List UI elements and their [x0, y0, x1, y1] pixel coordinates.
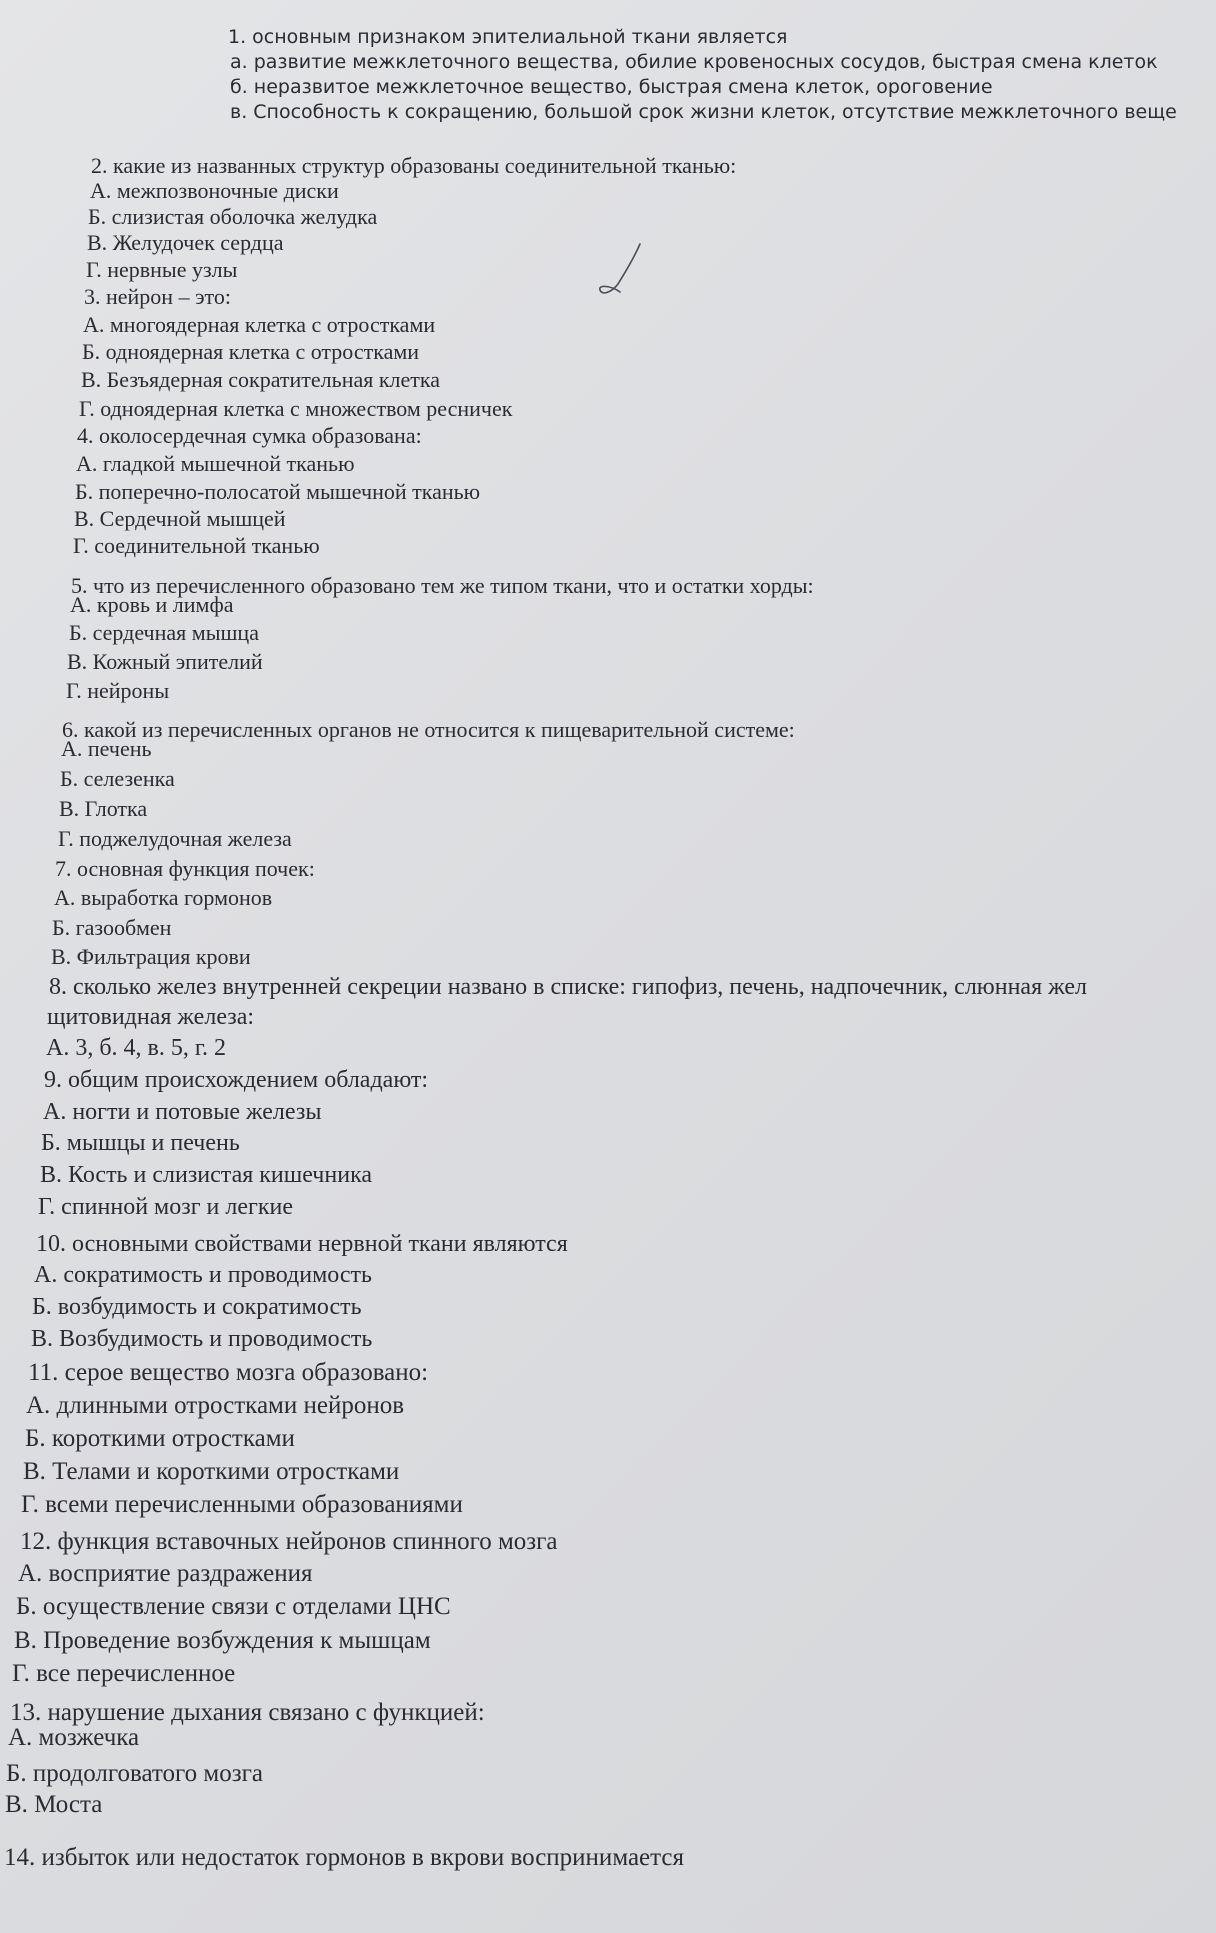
question-6-option-a: А. печень	[61, 736, 152, 761]
question-8-stem: 8. сколько желез внутренней секреции названо в списке: гипофиз, печень, надпочечник, слюнная жел	[49, 974, 1088, 1000]
question-2-option-d: Г. нервные узлы	[86, 257, 238, 282]
question-1	[228, 26, 1216, 126]
question-9-stem: 9. общим происхождением обладают:	[44, 1067, 429, 1093]
question-4-option-c: В. Сердечной мышцей	[74, 506, 286, 531]
question-1-option-b: б. неразвитое межклеточное вещество, быстрая смена клеток, ороговение	[230, 76, 993, 98]
question-6-option-c: В. Глотка	[59, 796, 148, 821]
question-11-option-a: А. длинными отростками нейронов	[26, 1392, 405, 1419]
question-3-option-b: Б. одноядерная клетка с отростками	[82, 339, 420, 364]
question-11-option-c: В. Телами и короткими отростками	[23, 1458, 400, 1485]
question-9-option-c: В. Кость и слизистая кишечника	[40, 1162, 373, 1188]
question-5-option-b: Б. сердечная мышца	[69, 620, 259, 645]
question-11-option-d: Г. всеми перечисленными образованиями	[21, 1491, 463, 1518]
question-6-stem: 6. какой из перечисленных органов не относится к пищеварительной системе:	[62, 717, 795, 742]
pen-check-mark	[596, 240, 642, 300]
question-11-stem: 11. серое вещество мозга образовано:	[28, 1359, 429, 1386]
question-12-option-b: Б. осуществление связи с отделами ЦНС	[16, 1593, 451, 1620]
question-13-stem: 13. нарушение дыхания связано с функцией:	[10, 1699, 485, 1726]
question-4-option-b: Б. поперечно-полосатой мышечной тканью	[75, 479, 481, 504]
question-8-stem-continued: щитовидная железа:	[47, 1004, 255, 1030]
question-12-stem: 12. функция вставочных нейронов спинного мозга	[20, 1528, 558, 1555]
question-11-option-b: Б. короткими отростками	[25, 1425, 295, 1452]
question-1-option-c: в. Способность к сокращению, большой срок жизни клеток, отсутствие межклеточного веще	[230, 101, 1177, 123]
question-7-option-b: Б. газообмен	[52, 915, 172, 940]
question-5-option-d: Г. нейроны	[66, 678, 170, 703]
question-2-option-c: В. Желудочек сердца	[87, 230, 284, 255]
question-10-option-c: В. Возбудимость и проводимость	[31, 1326, 373, 1352]
question-3-option-a: А. многоядерная клетка с отростками	[83, 312, 436, 337]
question-7-option-c: В. Фильтрация крови	[51, 944, 251, 969]
question-3-stem: 3. нейрон – это:	[84, 284, 231, 309]
question-2-option-b: Б. слизистая оболочка желудка	[88, 204, 378, 229]
question-1-option-a: а. развитие межклеточного вещества, обилие кровеносных сосудов, быстрая смена клеток	[230, 51, 1158, 73]
question-1-stem: 1. основным признаком эпителиальной ткани является	[228, 26, 788, 48]
question-13-option-b: Б. продолговатого мозга	[6, 1760, 263, 1787]
question-9-option-b: Б. мышцы и печень	[41, 1130, 240, 1156]
question-7-option-a: А. выработка гормонов	[54, 885, 273, 910]
question-13-option-a: А. мозжечка	[8, 1724, 140, 1751]
question-13-option-c: В. Моста	[5, 1791, 103, 1818]
question-2-option-a: А. межпозвоночные диски	[90, 178, 339, 203]
question-5-stem: 5. что из перечисленного образовано тем же типом ткани, что и остатки хорды:	[71, 573, 814, 598]
question-3-option-c: В. Безъядерная сократительная клетка	[81, 367, 441, 392]
question-4-stem: 4. околосердечная сумка образована:	[77, 423, 422, 448]
question-5-option-a: А. кровь и лимфа	[70, 592, 234, 617]
question-2-stem: 2. какие из названных структур образованы соединительной тканью:	[91, 153, 737, 178]
question-8-options: А. 3, б. 4, в. 5, г. 2	[46, 1035, 227, 1061]
question-10-option-b: Б. возбудимость и сократимость	[32, 1294, 362, 1320]
question-14-stem: 14. избыток или недостаток гормонов в вкрови воспринимается	[4, 1844, 684, 1871]
question-12-option-c: В. Проведение возбуждения к мышцам	[14, 1627, 431, 1654]
question-4-option-a: А. гладкой мышечной тканью	[76, 451, 355, 476]
question-10-stem: 10. основными свойствами нервной ткани являются	[36, 1231, 568, 1257]
question-12-option-d: Г. все перечисленное	[12, 1660, 236, 1687]
question-4-option-d: Г. соединительной тканью	[73, 533, 320, 558]
question-3-option-d: Г. одноядерная клетка с множеством ресничек	[79, 396, 513, 421]
question-10-option-a: А. сократимость и проводимость	[34, 1262, 372, 1288]
question-12-option-a: А. восприятие раздражения	[18, 1560, 313, 1587]
question-7-stem: 7. основная функция почек:	[55, 856, 315, 881]
question-6-option-d: Г. поджелудочная железа	[58, 826, 292, 851]
question-9-option-d: Г. спинной мозг и легкие	[38, 1194, 294, 1220]
question-9-option-a: А. ногти и потовые железы	[43, 1099, 322, 1125]
question-6-option-b: Б. селезенка	[60, 766, 175, 791]
question-5-option-c: В. Кожный эпителий	[67, 649, 263, 674]
